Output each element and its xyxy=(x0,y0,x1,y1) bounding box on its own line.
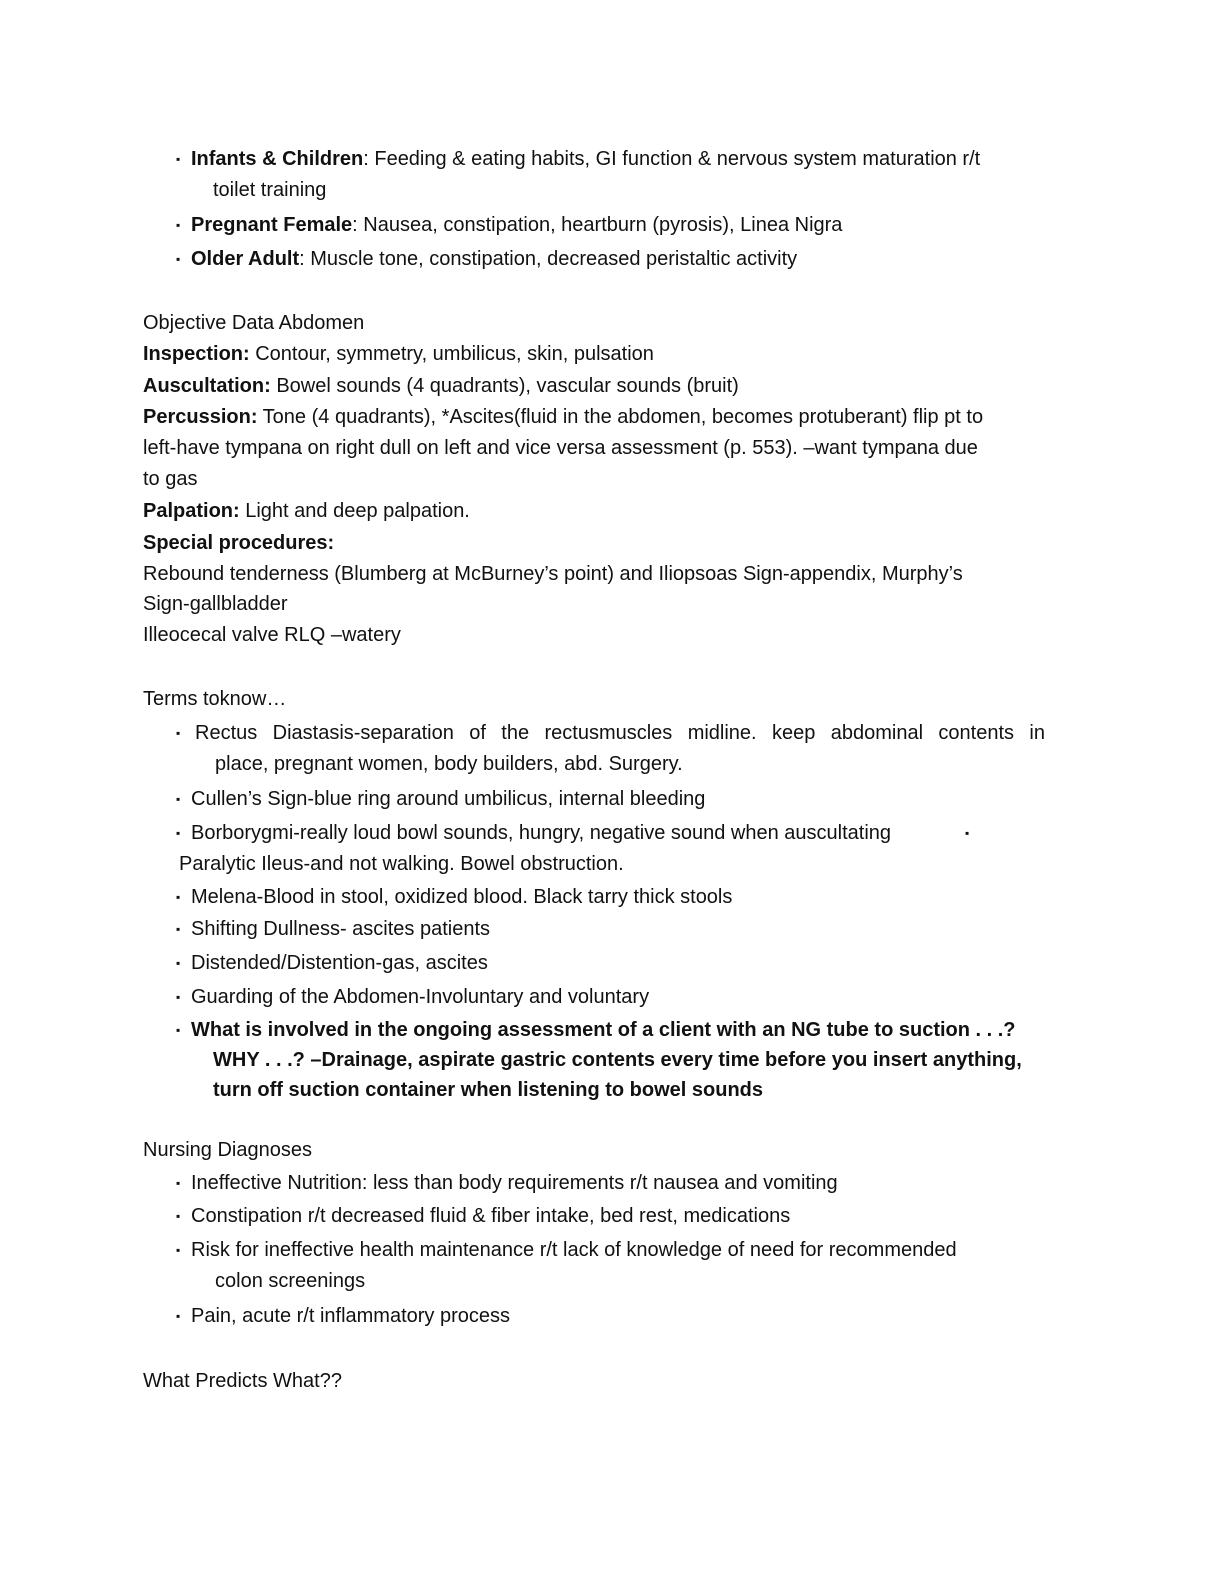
term-ng-tube-answer-2: turn off suction container when listening to bowel sounds xyxy=(213,1079,763,1101)
diagnosis-health-maintenance: Risk for ineffective health maintenance r/t lack of knowledge of need for recommended xyxy=(191,1239,957,1261)
nursing-heading: Nursing Diagnoses xyxy=(143,1139,312,1161)
bullet-label: Infants & Children xyxy=(191,148,364,170)
bullet-marker: ▪ xyxy=(176,1209,181,1223)
term-rectus-diastasis: Rectus Diastasis-separation of the rectusmuscles midline. keep abdominal contents in xyxy=(195,722,1045,744)
auscultation-label: Auscultation: xyxy=(143,375,271,397)
bullet-marker: ▪ xyxy=(176,252,181,266)
term-rectus-diastasis-cont: place, pregnant women, body builders, abd. Surgery. xyxy=(215,753,683,775)
palpation-text: Light and deep palpation. xyxy=(239,500,470,522)
bullet-marker: ▪ xyxy=(176,890,181,904)
diagnosis-pain: Pain, acute r/t inflammatory process xyxy=(191,1305,511,1327)
bullet-label: Older Adult xyxy=(191,248,300,270)
inspection-text: Contour, symmetry, umbilicus, skin, pulsation xyxy=(249,343,654,365)
terms-heading: Terms toknow… xyxy=(143,688,287,710)
term-cullens-sign: Cullen’s Sign-blue ring around umbilicus, internal bleeding xyxy=(191,788,706,810)
bullet-marker: ▪ xyxy=(176,956,181,970)
term-melena: Melena-Blood in stool, oxidized blood. Black tarry thick stools xyxy=(191,886,733,908)
objective-heading: Objective Data Abdomen xyxy=(143,312,365,334)
bullet-marker: ▪ xyxy=(176,1243,181,1257)
bullet-marker: ▪ xyxy=(176,218,181,232)
bullet-marker: ▪ xyxy=(176,1023,181,1037)
special-procedures-line-2: Sign-gallbladder xyxy=(143,593,288,615)
percussion-line-2: left-have tympana on right dull on left and vice versa assessment (p. 553). –want tympana due xyxy=(143,437,978,459)
term-shifting-dullness: Shifting Dullness- ascites patients xyxy=(191,918,491,940)
palpation-label: Palpation: xyxy=(143,500,240,522)
bullet-pregnant-female xyxy=(191,212,842,238)
bullet-text: : Nausea, constipation, heartburn (pyrosis), Linea Nigra xyxy=(352,214,843,236)
percussion-line-1 xyxy=(143,404,983,430)
bullet-infants-children xyxy=(191,146,980,172)
special-procedures-label xyxy=(143,530,334,556)
predicts-heading: What Predicts What?? xyxy=(143,1370,342,1392)
palpation-line xyxy=(143,498,470,524)
auscultation-text: Bowel sounds (4 quadrants), vascular sounds (bruit) xyxy=(270,375,739,397)
term-distended: Distended/Distention-gas, ascites xyxy=(191,952,488,974)
bullet-marker: ▪ xyxy=(176,726,181,740)
diagnosis-constipation: Constipation r/t decreased fluid & fiber intake, bed rest, medications xyxy=(191,1205,791,1227)
percussion-text: Tone (4 quadrants), *Ascites(fluid in the abdomen, becomes protuberant) flip pt to xyxy=(257,406,984,428)
bullet-continuation: toilet training xyxy=(213,179,327,201)
diagnosis-nutrition: Ineffective Nutrition: less than body requirements r/t nausea and vomiting xyxy=(191,1172,838,1194)
term-ng-tube-question: What is involved in the ongoing assessment of a client with an NG tube to suction . . .? xyxy=(191,1019,1016,1041)
term-ng-tube-answer-1: WHY . . .? –Drainage, aspirate gastric contents every time before you insert anything, xyxy=(213,1049,1022,1071)
bullet-marker: ▪ xyxy=(176,922,181,936)
bullet-marker: ▪ xyxy=(176,826,181,840)
bullet-marker: ▪ xyxy=(176,792,181,806)
bullet-text: : Feeding & eating habits, GI function & nervous system maturation r/t xyxy=(363,148,981,170)
bullet-marker: ▪ xyxy=(965,826,970,840)
bullet-marker: ▪ xyxy=(176,152,181,166)
bullet-marker: ▪ xyxy=(176,1176,181,1190)
special-procedures-line-1: Rebound tenderness (Blumberg at McBurney’s point) and Iliopsoas Sign-appendix, Murphy’s xyxy=(143,563,963,585)
bullet-label: Pregnant Female xyxy=(191,214,353,236)
term-paralytic-ileus: Paralytic Ileus-and not walking. Bowel obstruction. xyxy=(179,853,624,875)
term-borborygmi: Borborygmi-really loud bowl sounds, hungry, negative sound when auscultating xyxy=(191,822,892,844)
inspection-label: Inspection: xyxy=(143,343,250,365)
term-guarding: Guarding of the Abdomen-Involuntary and voluntary xyxy=(191,986,650,1008)
auscultation-line xyxy=(143,373,739,399)
diagnosis-health-maintenance-cont: colon screenings xyxy=(215,1270,366,1292)
bullet-marker: ▪ xyxy=(176,990,181,1004)
bullet-marker: ▪ xyxy=(176,1309,181,1323)
bullet-text: : Muscle tone, constipation, decreased peristaltic activity xyxy=(299,248,798,270)
inspection-line xyxy=(143,341,654,367)
special-procedures-text: Special procedures: xyxy=(143,532,335,554)
bullet-older-adult xyxy=(191,246,797,272)
percussion-label: Percussion: xyxy=(143,406,258,428)
percussion-line-3: to gas xyxy=(143,468,198,490)
illeocecal-line: Illeocecal valve RLQ –watery xyxy=(143,624,401,646)
